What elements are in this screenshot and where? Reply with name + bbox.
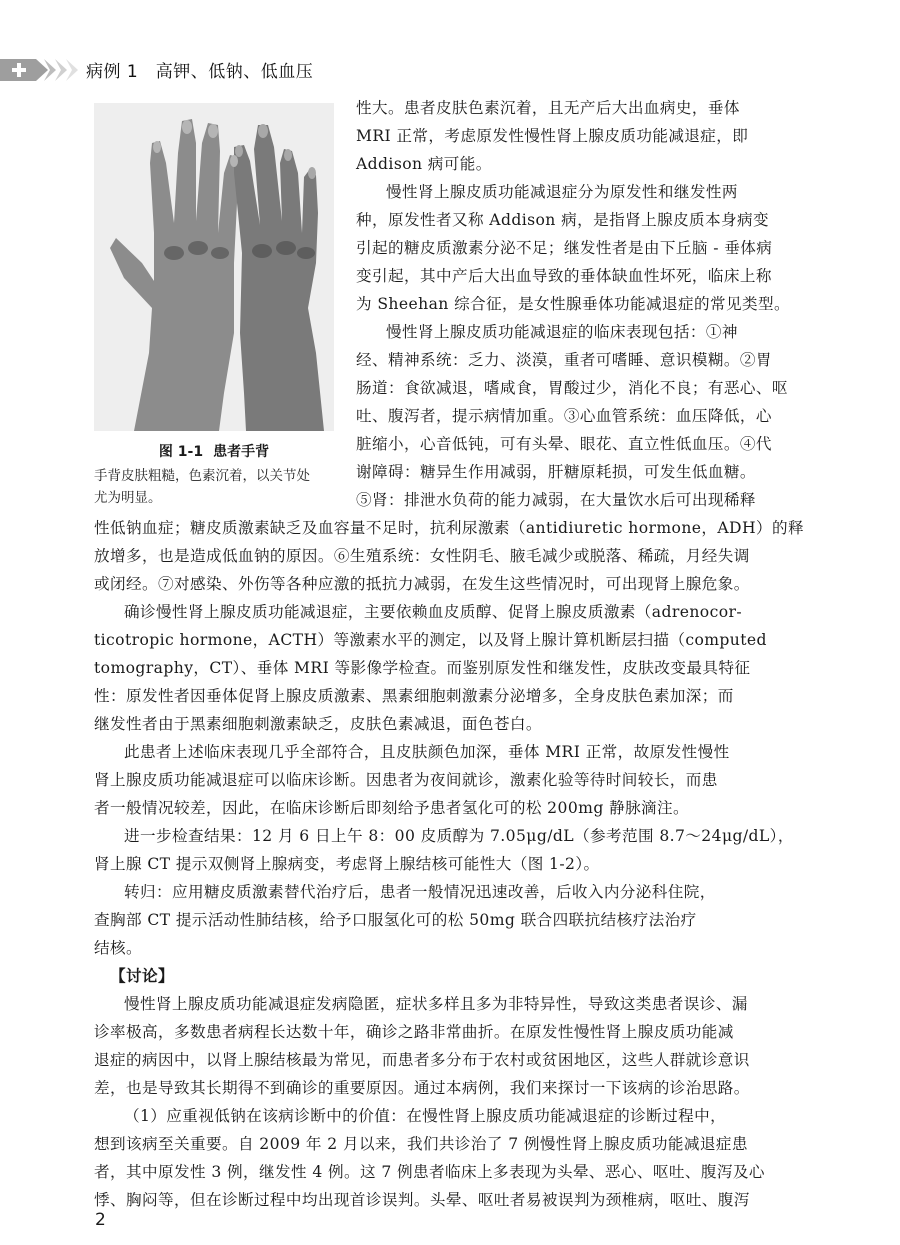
figure-title-text: 患者手背 [213,444,270,460]
text-line: 肠道：食欲减退，嗜咸食，胃酸过少，消化不良；有恶心、呕 [356,379,788,397]
text-line: 或闭经。⑦对感染、外伤等各种应激的抵抗力减弱，在发生这些情况时，可出现肾上腺危象。 [94,575,750,593]
text-line: tomography，CT）、垂体 MRI 等影像学检查。而鉴别原发性和继发性，皮肤改变最具特征 [94,659,751,677]
text-line: 进一步检查结果：12 月 6 日上午 8：00 皮质醇为 7.05μg/dL（参考范围 8.7～24μg/dL）， [124,827,794,845]
text-line: 吐、腹泻者，提示病情加重。③心血管系统：血压降低，心 [356,407,772,425]
text-line: 此患者上述临床表现几乎全部符合，且皮肤颜色加深，垂体 MRI 正常，故原发性慢性 [124,743,730,761]
text-line: 悸、胸闷等，但在诊断过程中均出现首诊误判。头晕、呕吐者易被误判为颈椎病，呕吐、腹泻 [94,1191,750,1209]
text-line: 查胸部 CT 提示活动性肺结核，给予口服氢化可的松 50mg 联合四联抗结核疗法治疗 [94,911,697,929]
text-line: 性低钠血症；糖皮质激素缺乏及血容量不足时，抗利尿激素（antidiuretic hormone，ADH）的释 [94,519,804,537]
page-number: 2 [95,1210,106,1230]
text-line: 确诊慢性肾上腺皮质功能减退症，主要依赖血皮质醇、促肾上腺皮质激素（adrenocor- [124,603,743,621]
text-line: 引起的糖皮质激素分泌不足；继发性者是由下丘脑 - 垂体病 [356,239,773,257]
header-arrow-band [0,55,78,85]
text-line: 放增多，也是造成低血钠的原因。⑥生殖系统：女性阴毛、腋毛减少或脱落、稀疏，月经失调 [94,547,750,565]
text-line: 诊率极高，多数患者病程长达数十年，确诊之路非常曲折。在原发性慢性肾上腺皮质功能减 [94,1023,734,1041]
text-line: 性大。患者皮肤色素沉着，且无产后大出血病史，垂体 [356,99,740,117]
text-line: 慢性肾上腺皮质功能减退症分为原发性和继发性两 [386,183,738,201]
text-line: ⑤肾：排泄水负荷的能力减弱，在大量饮水后可出现稀释 [356,491,756,509]
text-line: 肾上腺皮质功能减退症可以临床诊断。因患者为夜间就诊，激素化验等待时间较长，而患 [94,771,718,789]
figure-title [94,441,334,461]
text-line: 继发性者由于黑素细胞刺激素缺乏，皮肤色素减退，面色苍白。 [94,715,542,733]
figure-caption-line: 尤为明显。 [94,490,162,506]
text-line: 变引起，其中产后大出血导致的垂体缺血性坏死，临床上称 [356,267,772,285]
text-line: 经、精神系统：乏力、淡漠，重者可嗜睡、意识模糊。②胃 [356,351,772,369]
text-line: 慢性肾上腺皮质功能减退症的临床表现包括：①神 [386,323,738,341]
section-heading-discussion: 【讨论】 [110,967,174,985]
text-line: 想到该病至关重要。自 2009 年 2 月以来，我们共诊治了 7 例慢性肾上腺皮质功能减退症患 [94,1135,748,1153]
text-line: （1）应重视低钠在该病诊断中的价值：在慢性肾上腺皮质功能减退症的诊断过程中， [124,1107,727,1125]
text-line: 转归：应用糖皮质激素替代治疗后，患者一般情况迅速改善，后收入内分泌科住院， [124,883,716,901]
text-line: 退症的病因中，以肾上腺结核最为常见，而患者多分布于农村或贫困地区，这些人群就诊意识 [94,1051,750,1069]
figure-label: 图 1-1 [158,444,204,460]
text-line: 谢障碍：糖异生作用减弱，肝糖原耗损，可发生低血糖。 [356,463,756,481]
hands-photo [94,103,334,431]
text-line: 结核。 [94,939,142,957]
text-line: 差，也是导致其长期得不到确诊的重要原因。通过本病例，我们来探讨一下该病的诊治思路。 [94,1079,750,1097]
text-line: 肾上腺 CT 提示双侧肾上腺病变，考虑肾上腺结核可能性大（图 1-2）。 [94,855,600,873]
text-line: 慢性肾上腺皮质功能减退症发病隐匿，症状多样且多为非特异性，导致这类患者误诊、漏 [124,995,748,1013]
text-line: ticotropic hormone，ACTH）等激素水平的测定，以及肾上腺计算机断层扫描（computed [94,631,767,649]
text-line: 种，原发性者又称 Addison 病，是指肾上腺皮质本身病变 [356,211,770,229]
text-line: 者一般情况较差，因此，在临床诊断后即刻给予患者氢化可的松 200mg 静脉滴注。 [94,799,690,817]
figure-caption [94,465,334,509]
text-line: 为 Sheehan 综合征，是女性腺垂体功能减退症的常见类型。 [356,295,790,313]
text-line: 者，其中原发性 3 例，继发性 4 例。这 7 例患者临床上多表现为头晕、恶心、呕吐、腹泻及心 [94,1163,765,1181]
running-header-title: 病例 1 高钾、低钠、低血压 [86,62,314,82]
text-line: MRI 正常，考虑原发性慢性肾上腺皮质功能减退症，即 [356,127,749,145]
text-line: 性：原发性者因垂体促肾上腺皮质激素、黑素细胞刺激素分泌增多，全身皮肤色素加深；而 [94,687,734,705]
figure-caption-line: 手背皮肤粗糙，色素沉着，以关节处 [94,468,310,484]
text-line: Addison 病可能。 [356,155,492,173]
text-line: 脏缩小，心音低钝，可有头晕、眼花、直立性低血压。④代 [356,435,772,453]
figure-1-1 [94,103,334,509]
